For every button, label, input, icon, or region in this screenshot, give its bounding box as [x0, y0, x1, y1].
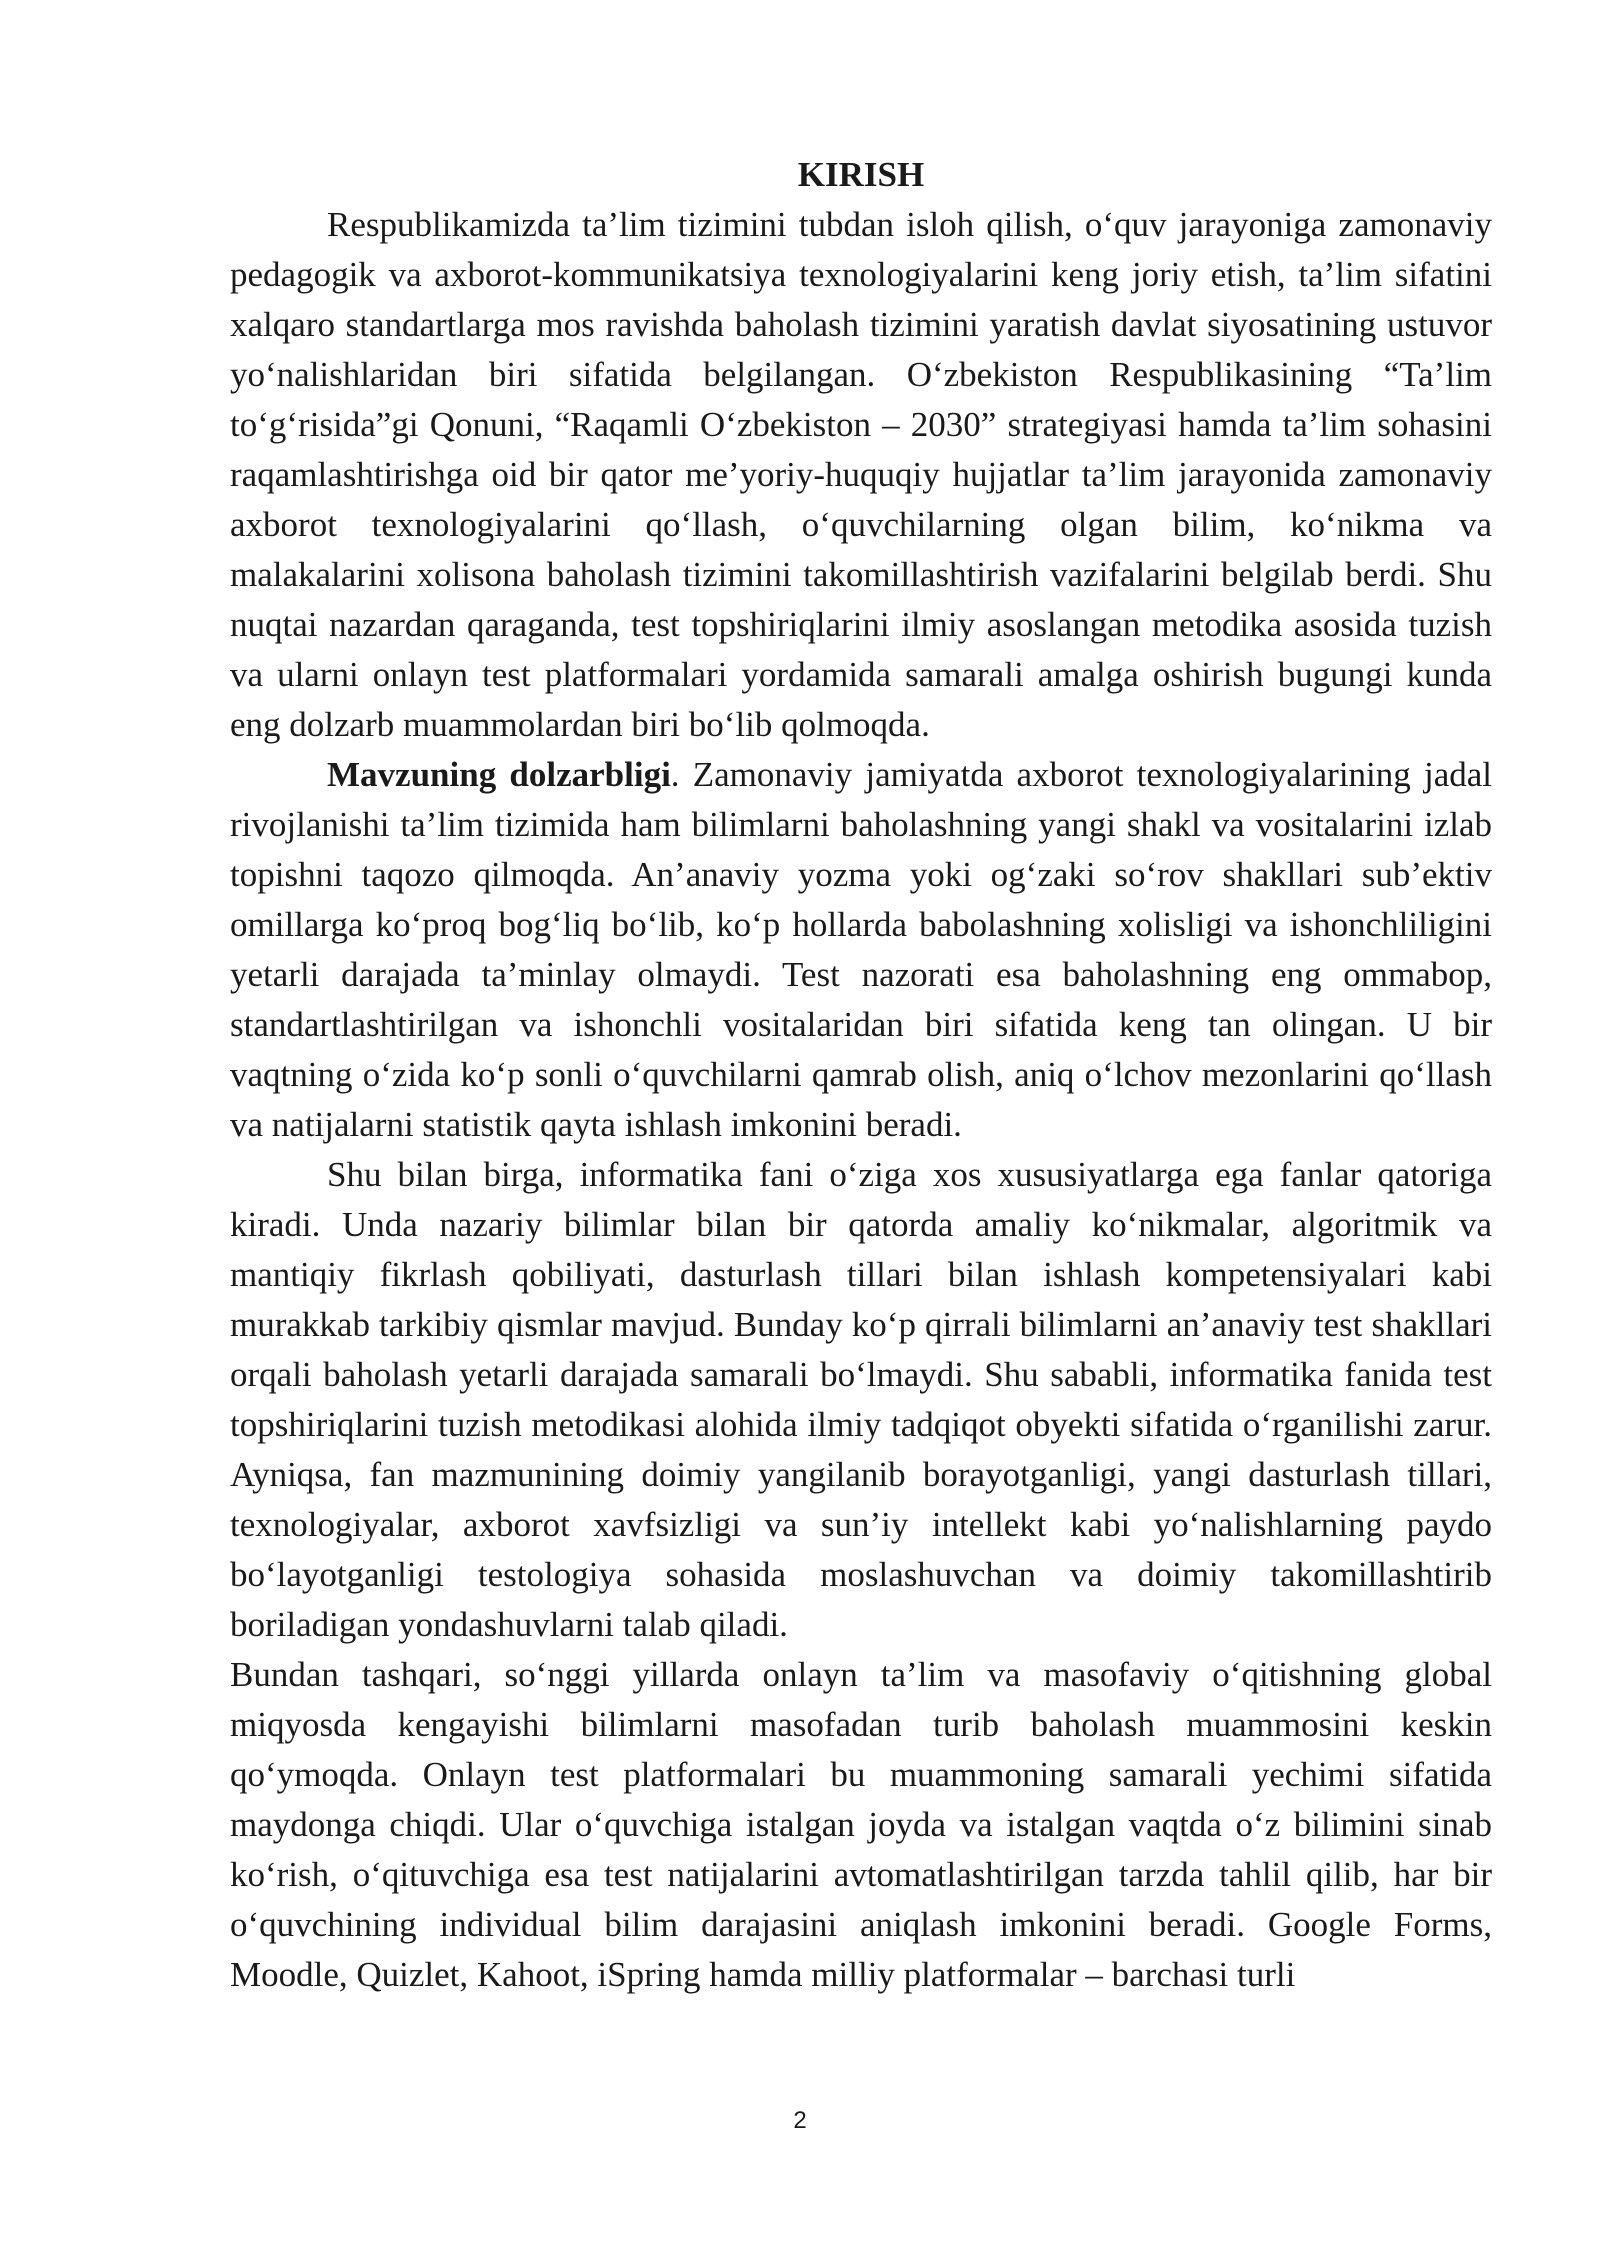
paragraph-intro: [230, 200, 1492, 750]
paragraph-text: Respublikamizda ta’lim tizimini tubdan isloh qilish, o‘quv jarayoniga zamonaviy pedagogik va axborot-kommunikatsiya texnologiyalarini keng joriy etish, ta’lim sifatini xalqaro standartlarga mos ravishda baholash tizimini yaratish davlat siyosatining ustuvor yo‘nalishlaridan biri sifatida belgilangan. O‘zbekiston Respublikasining “Ta’lim to‘g‘risida”gi Qonuni, “Raqamli O‘zbekiston – 2030” strategiyasi hamda ta’lim sohasini raqamlashtirishga oid bir qator me’yoriy-huquqiy hujjatlar ta’lim jarayonida zamonaviy axborot texnologiyalarini qo‘llash, o‘quvchilarning olgan bilim, ko‘nikma va malakalarini xolisona baholash tizimini takomillashtirish vazifalarini belgilab berdi. Shu nuqtai nazardan qaraganda, test topshiriqlarini ilmiy asoslangan metodika asosida tuzish va ularni onlayn test platformalari yordamida samarali amalga oshirish bugungi kunda eng dolzarb muammolardan biri bo‘lib qolmoqda.: [230, 205, 1492, 744]
paragraph-lead: Mavzuning dolzarbligi: [327, 755, 671, 794]
paragraph-relevance: [230, 750, 1492, 1150]
page-content: [230, 150, 1492, 2000]
paragraph-online: [230, 1650, 1492, 2000]
paragraph-text: . Zamonaviy jamiyatda axborot texnologiyalarining jadal rivojlanishi ta’lim tizimida ham bilimlarni baholashning yangi shakl va vositalarini izlab topishni taqozo qilmoqda. An’anaviy yozma yoki og‘zaki so‘rov shakllari sub’ektiv omillarga ko‘proq bog‘liq bo‘lib, ko‘p hollarda babolashning xolisligi va ishonchliligini yetarli darajada ta’minlay olmaydi. Test nazorati esa baholashning eng ommabop, standartlashtirilgan va ishonchli vositalaridan biri sifatida keng tan olingan. U bir vaqtning o‘zida ko‘p sonli o‘quvchilarni qamrab olish, aniq o‘lchov mezonlarini qo‘llash va natijalarni statistik qayta ishlash imkonini beradi.: [230, 755, 1492, 1144]
paragraph-text: Shu bilan birga, informatika fani o‘ziga xos xususiyatlarga ega fanlar qatoriga kiradi. Unda nazariy bilimlar bilan bir qatorda amaliy ko‘nikmalar, algoritmik va mantiqiy fikrlash qobiliyati, dasturlash tillari bilan ishlash kompetensiyalari kabi murakkab tarkibiy qismlar mavjud. Bunday ko‘p qirrali bilimlarni an’anaviy test shakllari orqali baholash yetarli darajada samarali bo‘lmaydi. Shu sababli, informatika fanida test topshiriqlarini tuzish metodikasi alohida ilmiy tadqiqot obyekti sifatida o‘rganilishi zarur. Ayniqsa, fan mazmunining doimiy yangilanib borayotganligi, yangi dasturlash tillari, texnologiyalar, axborot xavfsizligi va sun’iy intellekt kabi yo‘nalishlarning paydo bo‘layotganligi testologiya sohasida moslashuvchan va doimiy takomillashtirib boriladigan yondashuvlarni talab qiladi.: [230, 1155, 1492, 1644]
section-title: KIRISH: [797, 155, 925, 194]
paragraph-informatics: [230, 1150, 1492, 1650]
page-number: 2: [793, 2107, 807, 2134]
paragraph-text: Bundan tashqari, so‘nggi yillarda onlayn ta’lim va masofaviy o‘qitishning global miqyosda kengayishi bilimlarni masofadan turib baholash muammosini keskin qo‘ymoqda. Onlayn test platformalari bu muammoning samarali yechimi sifatida maydonga chiqdi. Ular o‘quvchiga istalgan joyda va istalgan vaqtda o‘z bilimini sinab ko‘rish, o‘qituvchiga esa test natijalarini avtomatlashtirilgan tarzda tahlil qilib, har bir o‘quvchining individual bilim darajasini aniqlash imkonini beradi. Google Forms, Moodle, Quizlet, Kahoot, iSpring hamda milliy platformalar – barchasi turli: [230, 1655, 1492, 1994]
